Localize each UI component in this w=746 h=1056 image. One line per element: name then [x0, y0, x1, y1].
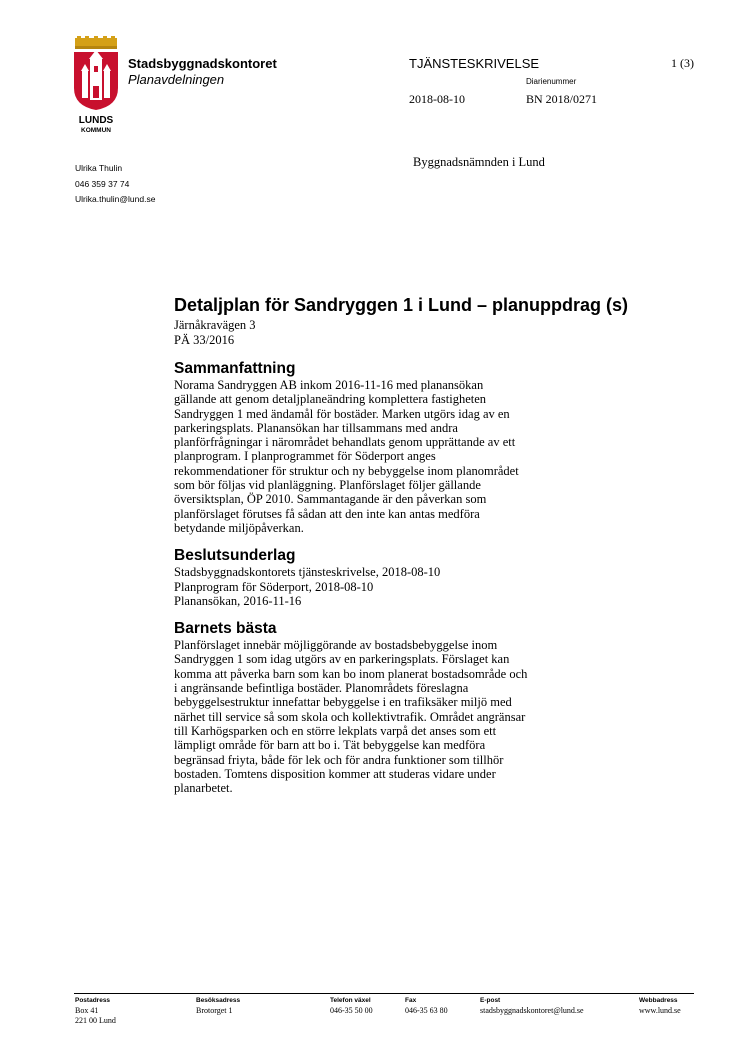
section-heading: Beslutsunderlag — [174, 547, 296, 565]
document-case-id: PÄ 33/2016 — [174, 333, 235, 347]
shield-icon — [74, 50, 118, 110]
document-title: Detaljplan för Sandryggen 1 i Lund – planuppdrag (s) — [174, 295, 629, 315]
document-date: 2018-08-10 — [409, 92, 465, 106]
lunds-kommun-logo — [72, 36, 120, 134]
section-sammanfattning — [174, 360, 694, 535]
document-reference: BN 2018/0271 — [526, 92, 598, 106]
section-heading: Barnets bästa — [174, 620, 277, 638]
crown-icon — [75, 36, 117, 49]
section-text: Norama Sandryggen AB inkom 2016-11-16 med planansökan gällande att genom detaljplaneändring komplettera fastigheten Sandryggen 1 med ändamål för bostäder. Marken utgörs idag av en parkeringsplats. Planansökan har tillsammans med andra planförfrågningar i närområdet behandlats genom upprättande av ett planprogram. I planprogrammet för Söderport anges rekommendationer för struktur och ny bebyggelse inom planområdet som bör följas vid planläggning. Planförslaget följer gällande översiktsplan, ÖP 2010. Sammantagande är den påverkan som planförslaget förutses få sådan att den inte kan antas medföra betydande miljöpåverkan. — [174, 378, 519, 535]
footer-divider — [74, 993, 694, 994]
page-number: 1 (3) — [671, 56, 694, 70]
sender-block — [75, 161, 155, 208]
footer-besoksadress: Besöksadress Brotorget 1 — [196, 997, 241, 1015]
document-body — [174, 294, 694, 795]
sender-name: Ulrika Thulin — [75, 163, 123, 173]
section-text: Planförslaget innebär möjliggörande av bostadsbebyggelse inom Sandryggen 1 som idag utgörs av en parkeringsplats. Förslaget kan komma att påverka barn som kan bo inom planerat bostadsområde och i angränsande befintliga bostäder. Planområdets föreslagna bebyggelsestruktur innefattar bebyggelse i en trafiksäker miljö med närhet till service så som skola och kollektivtrafik. Området angränsar till Karhögsparken och en större lekplats varpå det anses som ett lämpligt område för barn att bo i. Tät bebyggelse kan medföra begränsad friyta, både för lek och för andra funktioner som tillhör bostaden. Tomtens disposition kommer att studeras vidare under planarbetet. — [174, 638, 528, 796]
footer-fax: Fax 046-35 63 80 — [405, 997, 448, 1015]
footer-telefon: Telefon växel 046-35 50 00 — [330, 997, 373, 1015]
sender-phone: 046 359 37 74 — [75, 178, 130, 189]
document-type: TJÄNSTESKRIVELSE — [409, 56, 540, 71]
logo-text-kommun: KOMMUN — [81, 127, 111, 134]
footer-epost: E-post stadsbyggnadskontoret@lund.se — [480, 997, 584, 1015]
section-barnets-basta — [174, 620, 694, 795]
section-beslutsunderlag — [174, 547, 694, 608]
sender-email: Ulrika.thulin@lund.se — [75, 194, 156, 204]
department-name: Planavdelningen — [128, 72, 225, 87]
section-heading: Sammanfattning — [174, 360, 296, 377]
document-address: Järnåkravägen 3 — [174, 318, 256, 332]
logo-text-lunds: LUNDS — [78, 115, 114, 126]
footer-postadress: Postadress Box 41 221 00 Lund — [75, 997, 116, 1025]
recipient: Byggnadsnämnden i Lund — [413, 155, 545, 169]
organization-name: Stadsbyggnadskontoret — [128, 56, 277, 71]
footer-webb: Webbadress www.lund.se — [639, 997, 681, 1015]
section-text: Stadsbyggnadskontorets tjänsteskrivelse, 2018-08-10 Planprogram för Söderport, 2018-08-10 Planansökan, 2016-11-16 — [174, 565, 441, 608]
diarie-label: Diarienummer — [526, 77, 577, 86]
